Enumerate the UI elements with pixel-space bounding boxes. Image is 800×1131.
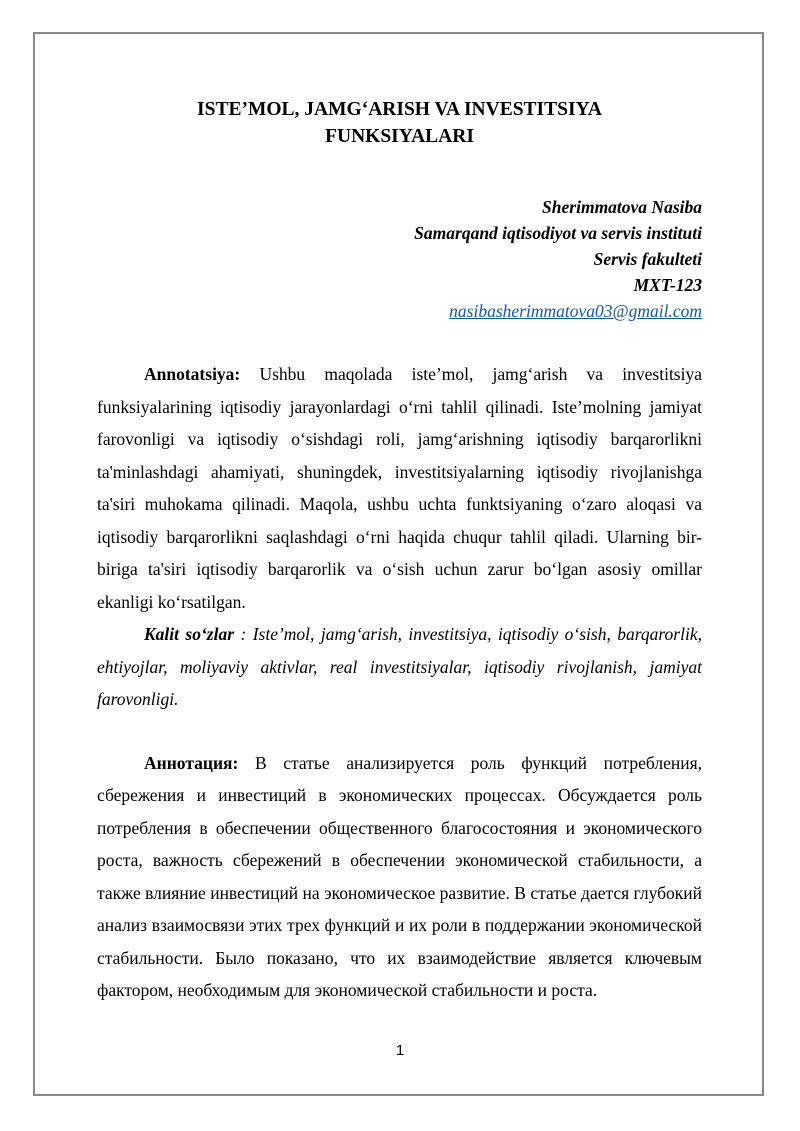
abstract-russian-label: Аннотация:: [144, 752, 239, 773]
author-institution: Samarqand iqtisodiyot va servis instituti: [414, 223, 702, 243]
title-line-2: FUNKSIYALARI: [325, 126, 474, 147]
title-line-1: ISTE’MOL, JAMG‘ARISH VA INVESTITSIYA: [197, 99, 602, 120]
author-group: MXT-123: [633, 275, 702, 295]
keywords-label: Kalit so‘zlar: [144, 624, 235, 644]
author-name: Sherimmatova Nasiba: [542, 197, 702, 217]
document-title: [97, 96, 702, 150]
author-faculty: Servis fakulteti: [593, 249, 702, 269]
keywords: [97, 618, 702, 716]
abstract-russian-text: В статье анализируется роль функций потребления, сбережения и инвестиций в экономических процессах. Обсуждается роль потребления в обеспечении общественного благосостояния и экономического роста, важность сбережений в обеспечении экономической стабильности, а также влияние инвестиций на экономическое развитие. В статье дается глубокий анализ взаимосвязи этих трех функций и их роли в поддержании экономической стабильности. Было показано, что их взаимодействие является ключевым фактором, необходимым для экономической стабильности и роста.: [97, 752, 702, 1000]
author-email-link[interactable]: nasibasherimmatova03@gmail.com: [449, 301, 702, 321]
keywords-text: : Iste’mol, jamg‘arish, investitsiya, iqtisodiy o‘sish, barqarorlik, ehtiyojlar, moliyaviy aktivlar, real investitsiyalar, iqtisodiy rivojlanish, jamiyat farovonligi.: [97, 624, 702, 709]
abstract-uzbek-text: Ushbu maqolada iste’mol, jamg‘arish va investitsiya funksiyalarining iqtisodiy jarayonlardagi o‘rni tahlil qilinadi. Iste’molning jamiyat farovonligi va iqtisodiy o‘sishdagi roli, jamg‘arishning iqtisodiy barqarorlikni ta'minlashdagi ahamiyati, shuningdek, investitsiyalarning iqtisodiy rivojlanishga ta'siri muhokama qilinadi. Maqola, ushbu uchta funktsiyaning o‘zaro aloqasi va iqtisodiy barqarorlikni saqlashdagi o‘rni haqida chuqur tahlil qiladi. Ularning bir-biriga ta'siri iqtisodiy barqarorlik va o‘sish uchun zarur bo‘lgan asosiy omillar ekanligi ko‘rsatilgan.: [97, 364, 702, 612]
page-number: 1: [395, 1042, 405, 1059]
abstract-russian: [97, 747, 702, 1007]
author-info: [97, 194, 702, 324]
abstract-uzbek: [97, 358, 702, 618]
document-body: [97, 96, 702, 1007]
abstract-uzbek-label: Annotatsiya:: [144, 364, 241, 384]
